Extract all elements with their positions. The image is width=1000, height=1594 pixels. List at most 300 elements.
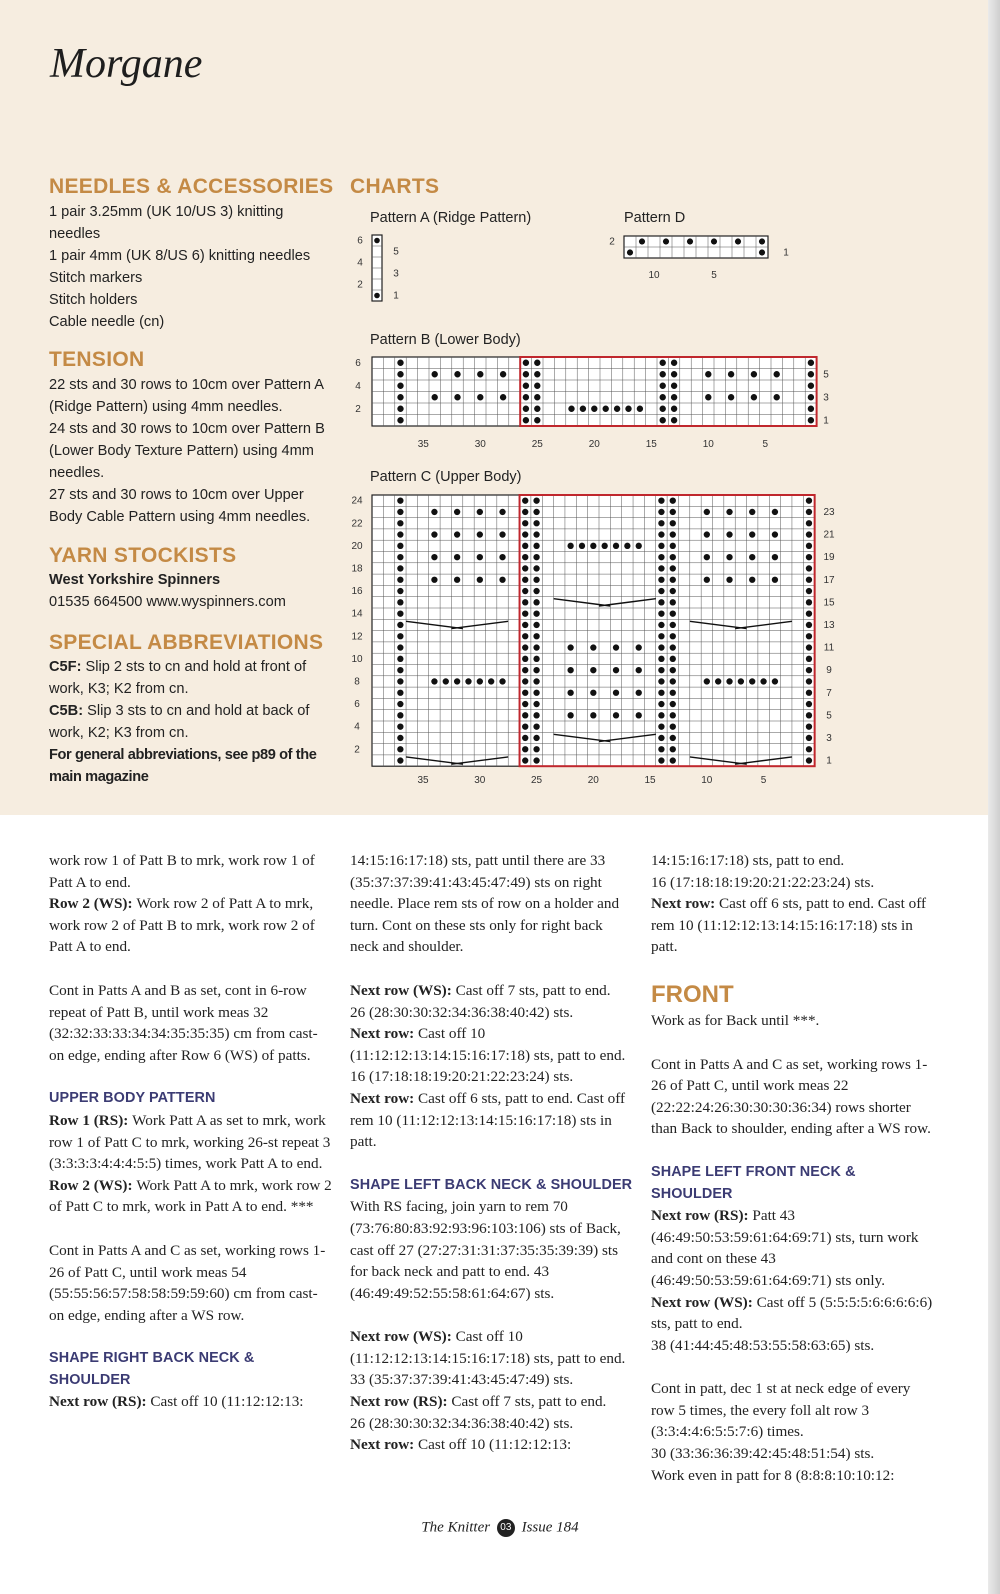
row-number: 17 — [823, 574, 835, 586]
purl-stitch — [522, 667, 528, 673]
purl-stitch — [728, 371, 734, 377]
purl-stitch — [534, 360, 540, 366]
purl-stitch — [660, 406, 666, 412]
instruction-paragraph — [350, 1369, 633, 1391]
instruction-paragraph — [350, 1066, 633, 1088]
instruction-paragraph — [651, 1054, 934, 1140]
purl-stitch — [636, 690, 642, 696]
paragraph-gap — [651, 1356, 934, 1378]
purl-stitch — [711, 238, 717, 244]
purl-stitch — [522, 497, 528, 503]
purl-stitch — [522, 656, 528, 662]
instruction-text: 26 (28:30:30:32:34:36:38:40:42) sts. — [350, 1003, 574, 1021]
purl-stitch — [533, 509, 539, 515]
purl-stitch — [658, 543, 664, 549]
purl-stitch — [670, 746, 676, 752]
purl-stitch — [658, 509, 664, 515]
purl-stitch — [658, 622, 664, 628]
purl-stitch — [534, 394, 540, 400]
purl-stitch — [397, 371, 403, 377]
row-number: 11 — [823, 642, 835, 654]
pattern-b-chart — [348, 352, 838, 452]
purl-stitch — [658, 520, 664, 526]
purl-stitch — [670, 577, 676, 583]
purl-stitch — [671, 383, 677, 389]
column-number: 25 — [531, 775, 543, 786]
purl-stitch — [522, 531, 528, 537]
needles-item: 1 pair 4mm (UK 8/US 6) knitting needles — [49, 248, 311, 264]
column-number: 20 — [587, 775, 599, 786]
section-subheading: SHAPE RIGHT BACK NECK & SHOULDER — [49, 1350, 255, 1388]
purl-stitch — [671, 417, 677, 423]
purl-stitch — [590, 644, 596, 650]
purl-stitch — [670, 565, 676, 571]
purl-stitch — [806, 644, 812, 650]
row-number: 12 — [351, 631, 363, 643]
column-number: 20 — [588, 439, 600, 450]
row-number: 1 — [393, 290, 399, 302]
stockists-heading: YARN STOCKISTS — [49, 544, 237, 567]
row-number: 5 — [823, 369, 829, 381]
instruction-text: With RS facing, join yarn to rem 70 (73:76:80:83:92:93:96:103:106) sts of Back, cast off 27 (27:27:31:31:37:35:35:39:39) sts for back neck and patt to end. 43 (46:49:49:52:55:58:61:64:67) sts. — [350, 1198, 621, 1302]
body-column-2 — [350, 850, 633, 1456]
purl-stitch — [670, 701, 676, 707]
purl-stitch — [454, 554, 460, 560]
instruction-paragraph — [49, 1175, 332, 1218]
purl-stitch — [522, 543, 528, 549]
row-number: 10 — [351, 653, 363, 665]
instruction-paragraph — [651, 1292, 934, 1335]
purl-stitch — [590, 543, 596, 549]
purl-stitch — [806, 678, 812, 684]
purl-stitch — [522, 712, 528, 718]
purl-stitch — [523, 394, 529, 400]
purl-stitch — [806, 497, 812, 503]
row-number: 22 — [351, 518, 363, 530]
purl-stitch — [602, 543, 608, 549]
body-column-1 — [49, 850, 332, 1413]
purl-stitch — [522, 644, 528, 650]
purl-stitch — [670, 690, 676, 696]
instruction-paragraph — [651, 1335, 934, 1357]
paragraph-gap — [350, 1153, 633, 1175]
purl-stitch — [806, 622, 812, 628]
purl-stitch — [397, 394, 403, 400]
row-number: 23 — [823, 506, 835, 518]
purl-stitch — [477, 531, 483, 537]
purl-stitch — [772, 554, 778, 560]
purl-stitch — [533, 735, 539, 741]
purl-stitch — [772, 577, 778, 583]
instruction-paragraph — [350, 1088, 633, 1153]
purl-stitch — [500, 371, 506, 377]
purl-stitch — [658, 723, 664, 729]
instruction-paragraph — [350, 1196, 633, 1304]
purl-stitch — [397, 712, 403, 718]
instruction-paragraph — [651, 1010, 934, 1032]
purl-stitch — [523, 383, 529, 389]
purl-stitch — [534, 371, 540, 377]
purl-stitch — [806, 701, 812, 707]
purl-stitch — [533, 554, 539, 560]
column-number: 5 — [711, 270, 717, 281]
section-heading: FRONT — [651, 980, 734, 1008]
purl-stitch — [806, 599, 812, 605]
purl-stitch — [772, 531, 778, 537]
row-number: 4 — [355, 380, 361, 392]
tension-heading: TENSION — [49, 348, 145, 371]
row-number: 4 — [357, 257, 363, 269]
purl-stitch — [533, 543, 539, 549]
purl-stitch — [658, 757, 664, 763]
purl-stitch — [660, 371, 666, 377]
purl-stitch — [397, 543, 403, 549]
purl-stitch — [806, 667, 812, 673]
purl-stitch — [397, 757, 403, 763]
instruction-text: Work Patt A as set to mrk, work row 1 of Patt C to mrk, working 26-st repeat 3 (3:3:3:3:4:4:4:5:5) times, work Patt A to end. — [49, 1111, 331, 1173]
purl-stitch — [579, 543, 585, 549]
stockist-contact: 01535 664500 www.wyspinners.com — [49, 594, 286, 610]
purl-stitch — [658, 633, 664, 639]
needles-item: Stitch holders — [49, 292, 138, 308]
purl-stitch — [533, 565, 539, 571]
instruction-text: Cast off 6 sts, patt to end. Cast off rem 10 (11:12:12:13:14:15:16:17:18) sts in patt. — [651, 895, 927, 956]
instruction-paragraph — [350, 850, 633, 958]
purl-stitch — [499, 678, 505, 684]
purl-stitch — [670, 678, 676, 684]
purl-stitch — [749, 531, 755, 537]
column-number: 30 — [474, 439, 486, 450]
instruction-text: 26 (28:30:30:32:34:36:38:40:42) sts. — [350, 1414, 574, 1432]
paragraph-gap — [350, 1304, 633, 1326]
charts-heading: CHARTS — [350, 175, 440, 198]
purl-stitch — [808, 417, 814, 423]
purl-stitch — [613, 543, 619, 549]
tension-item: 27 sts and 30 rows to 10cm over Upper Body Cable Pattern using 4mm needles. — [49, 487, 311, 525]
needles-list — [49, 201, 331, 333]
paragraph-gap — [49, 1326, 332, 1348]
instruction-paragraph — [49, 1391, 332, 1413]
purl-stitch — [567, 543, 573, 549]
row-label: Row 2 (WS): — [49, 1176, 137, 1194]
purl-stitch — [806, 588, 812, 594]
purl-stitch — [465, 678, 471, 684]
purl-stitch — [636, 667, 642, 673]
purl-stitch — [613, 644, 619, 650]
purl-stitch — [454, 371, 460, 377]
column-number: 15 — [645, 439, 657, 450]
purl-stitch — [533, 644, 539, 650]
row-number: 6 — [355, 357, 361, 369]
purl-stitch — [658, 565, 664, 571]
purl-stitch — [774, 394, 780, 400]
purl-stitch — [670, 497, 676, 503]
row-label: Next row: — [350, 1025, 419, 1043]
instruction-text: Work even in patt for 8 (8:8:8:10:10:12: — [651, 1466, 895, 1484]
row-number: 15 — [823, 597, 835, 609]
tension-item: 24 sts and 30 rows to 10cm over Pattern B (Lower Body Texture Pattern) using 4mm needles. — [49, 421, 325, 481]
purl-stitch — [704, 554, 710, 560]
row-number: 16 — [351, 586, 363, 598]
needles-item: 1 pair 3.25mm (UK 10/US 3) knitting needles — [49, 204, 284, 242]
purl-stitch — [806, 509, 812, 515]
purl-stitch — [806, 690, 812, 696]
purl-stitch — [806, 565, 812, 571]
instruction-paragraph — [651, 872, 934, 894]
purl-stitch — [726, 554, 732, 560]
purl-stitch — [751, 371, 757, 377]
purl-stitch — [658, 746, 664, 752]
purl-stitch — [726, 531, 732, 537]
purl-stitch — [670, 520, 676, 526]
instruction-paragraph — [350, 1391, 633, 1413]
purl-stitch — [533, 633, 539, 639]
row-number: 2 — [357, 279, 363, 291]
purl-stitch — [522, 565, 528, 571]
purl-stitch — [533, 531, 539, 537]
abbrev-c5f — [49, 656, 331, 700]
row-number: 6 — [354, 699, 360, 711]
purl-stitch — [397, 531, 403, 537]
instruction-paragraph — [49, 980, 332, 1066]
purl-stitch — [613, 690, 619, 696]
purl-stitch — [625, 406, 631, 412]
issue-number: Issue 184 — [521, 1519, 579, 1536]
column-number: 35 — [417, 775, 429, 786]
needles-heading: NEEDLES & ACCESSORIES — [49, 175, 334, 198]
purl-stitch — [443, 678, 449, 684]
row-label: Next row (WS): — [651, 1293, 757, 1311]
purl-stitch — [590, 667, 596, 673]
purl-stitch — [397, 735, 403, 741]
pattern-c-chart — [345, 490, 840, 790]
purl-stitch — [808, 371, 814, 377]
purl-stitch — [397, 599, 403, 605]
row-number: 8 — [354, 676, 360, 688]
purl-stitch — [522, 701, 528, 707]
purl-stitch — [499, 509, 505, 515]
paragraph-gap — [49, 958, 332, 980]
page-number: 03 — [497, 1519, 515, 1537]
purl-stitch — [533, 520, 539, 526]
purl-stitch — [670, 633, 676, 639]
purl-stitch — [522, 610, 528, 616]
purl-stitch — [477, 678, 483, 684]
purl-stitch — [670, 543, 676, 549]
purl-stitch — [670, 757, 676, 763]
purl-stitch — [806, 531, 812, 537]
purl-stitch — [749, 554, 755, 560]
purl-stitch — [749, 678, 755, 684]
purl-stitch — [670, 610, 676, 616]
purl-stitch — [670, 644, 676, 650]
purl-stitch — [568, 406, 574, 412]
row-number: 18 — [351, 563, 363, 575]
purl-stitch — [522, 520, 528, 526]
purl-stitch — [522, 554, 528, 560]
purl-stitch — [522, 577, 528, 583]
purl-stitch — [660, 360, 666, 366]
purl-stitch — [500, 394, 506, 400]
purl-stitch — [663, 238, 669, 244]
abbrev-term: C5F: — [49, 659, 82, 675]
purl-stitch — [533, 701, 539, 707]
purl-stitch — [806, 610, 812, 616]
abbrev-definition: Slip 2 sts to cn and hold at front of work, K3; K2 from cn. — [49, 659, 307, 697]
purl-stitch — [534, 383, 540, 389]
instruction-text: work row 1 of Patt B to mrk, work row 1 of Patt A to end. — [49, 852, 315, 891]
instruction-paragraph — [350, 980, 633, 1002]
purl-stitch — [499, 577, 505, 583]
abbrev-definition: Slip 3 sts to cn and hold at back of work, K2; K3 from cn. — [49, 703, 310, 741]
instruction-paragraph — [651, 1205, 934, 1291]
instruction-paragraph — [350, 1002, 633, 1024]
purl-stitch — [658, 554, 664, 560]
purl-stitch — [533, 690, 539, 696]
purl-stitch — [522, 746, 528, 752]
purl-stitch — [397, 701, 403, 707]
purl-stitch — [522, 588, 528, 594]
purl-stitch — [658, 667, 664, 673]
purl-stitch — [431, 554, 437, 560]
purl-stitch — [726, 577, 732, 583]
purl-stitch — [670, 599, 676, 605]
purl-stitch — [432, 371, 438, 377]
row-number: 20 — [351, 540, 363, 552]
purl-stitch — [567, 644, 573, 650]
purl-stitch — [738, 678, 744, 684]
purl-stitch — [808, 360, 814, 366]
purl-stitch — [397, 360, 403, 366]
purl-stitch — [806, 656, 812, 662]
purl-stitch — [533, 599, 539, 605]
body-column-3 — [651, 850, 934, 1486]
purl-stitch — [670, 531, 676, 537]
purl-stitch — [397, 622, 403, 628]
purl-stitch — [397, 678, 403, 684]
column-number: 10 — [701, 775, 713, 786]
row-label: Next row: — [350, 1436, 419, 1454]
purl-stitch — [477, 371, 483, 377]
purl-stitch — [624, 543, 630, 549]
pattern-c-label: Pattern C (Upper Body) — [370, 469, 522, 485]
purl-stitch — [749, 509, 755, 515]
purl-stitch — [658, 497, 664, 503]
purl-stitch — [670, 622, 676, 628]
row-number: 3 — [823, 392, 829, 404]
purl-stitch — [658, 735, 664, 741]
purl-stitch — [687, 238, 693, 244]
needles-item: Cable needle (cn) — [49, 314, 165, 330]
purl-stitch — [728, 394, 734, 400]
instruction-text: Cast off 6 sts, patt to end. Cast off rem 10 (11:12:12:13:14:15:16:17:18) sts in patt. — [350, 1089, 626, 1151]
purl-stitch — [454, 509, 460, 515]
instruction-paragraph — [651, 1443, 934, 1465]
abbreviations-block — [49, 656, 331, 788]
purl-stitch — [806, 735, 812, 741]
instruction-text: Cast off 7 sts, patt to end. — [455, 981, 611, 999]
purl-stitch — [567, 667, 573, 673]
instruction-text: 16 (17:18:18:19:20:21:22:23:24) sts. — [350, 1068, 574, 1086]
purl-stitch — [670, 656, 676, 662]
paragraph-gap — [651, 1140, 934, 1162]
purl-stitch — [704, 509, 710, 515]
row-label: Next row (RS): — [49, 1393, 151, 1411]
purl-stitch — [670, 554, 676, 560]
purl-stitch — [735, 238, 741, 244]
purl-stitch — [806, 577, 812, 583]
paragraph-gap — [651, 958, 934, 980]
purl-stitch — [760, 678, 766, 684]
purl-stitch — [397, 633, 403, 639]
purl-stitch — [636, 644, 642, 650]
purl-stitch — [454, 678, 460, 684]
purl-stitch — [533, 757, 539, 763]
purl-stitch — [806, 723, 812, 729]
purl-stitch — [477, 554, 483, 560]
purl-stitch — [533, 497, 539, 503]
instruction-text: Work row 2 of Patt A to mrk, work row 2 of Patt B to mrk, work row 2 of Patt A to end. — [49, 895, 315, 956]
purl-stitch — [658, 644, 664, 650]
purl-stitch — [671, 360, 677, 366]
tension-item: 22 sts and 30 rows to 10cm over Pattern A (Ridge Pattern) using 4mm needles. — [49, 377, 324, 415]
purl-stitch — [806, 554, 812, 560]
purl-stitch — [639, 238, 645, 244]
row-label: Row 1 (RS): — [49, 1111, 133, 1129]
instruction-paragraph — [49, 893, 332, 958]
instruction-paragraph — [49, 1110, 332, 1175]
pattern-d-label: Pattern D — [624, 210, 686, 226]
purl-stitch — [397, 644, 403, 650]
purl-stitch — [397, 667, 403, 673]
instruction-paragraph — [350, 1434, 633, 1456]
page-title: Morgane — [50, 41, 203, 87]
instruction-paragraph — [350, 1413, 633, 1435]
row-number: 3 — [826, 732, 832, 744]
stockist-name: West Yorkshire Spinners — [49, 572, 221, 588]
instruction-paragraph — [651, 893, 934, 958]
purl-stitch — [477, 577, 483, 583]
row-label: Next row: — [350, 1089, 419, 1107]
purl-stitch — [658, 701, 664, 707]
purl-stitch — [522, 509, 528, 515]
abbrev-c5b — [49, 700, 331, 744]
paragraph-gap — [651, 1032, 934, 1054]
row-number: 4 — [354, 721, 360, 733]
purl-stitch — [533, 622, 539, 628]
purl-stitch — [590, 712, 596, 718]
instruction-paragraph — [49, 1240, 332, 1326]
purl-stitch — [806, 543, 812, 549]
purl-stitch — [533, 746, 539, 752]
purl-stitch — [397, 383, 403, 389]
purl-stitch — [397, 656, 403, 662]
instruction-paragraph — [350, 1326, 633, 1369]
purl-stitch — [660, 417, 666, 423]
purl-stitch — [759, 249, 765, 255]
purl-stitch — [658, 599, 664, 605]
purl-stitch — [751, 394, 757, 400]
paragraph-gap — [49, 1218, 332, 1240]
purl-stitch — [533, 577, 539, 583]
row-number: 1 — [823, 415, 829, 427]
column-number: 25 — [531, 439, 543, 450]
column-number: 10 — [648, 270, 660, 281]
purl-stitch — [454, 531, 460, 537]
purl-stitch — [431, 678, 437, 684]
column-number: 15 — [644, 775, 656, 786]
purl-stitch — [658, 678, 664, 684]
